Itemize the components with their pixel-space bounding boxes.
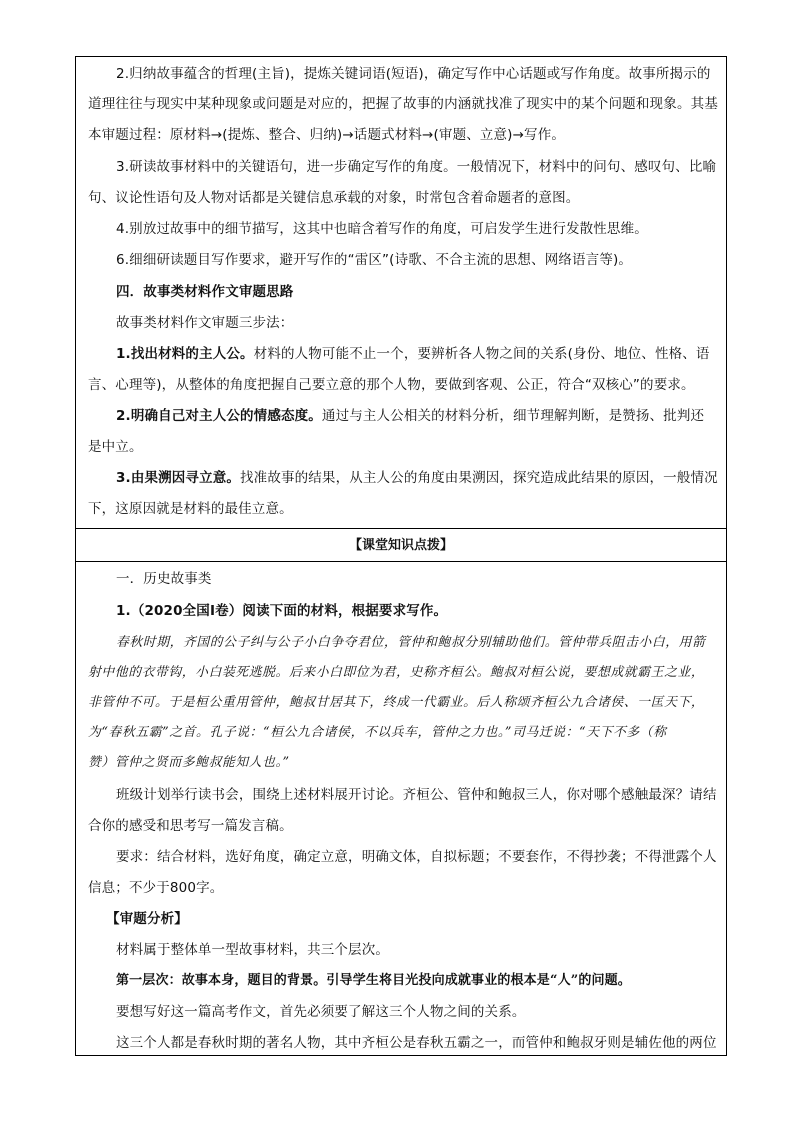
material-line-4: 为“春秋五霸”之首。孔子说：“桓公九合诸侯，不以兵车，管仲之力也。”司马迁说：“天下不多（称: [88, 725, 667, 740]
paragraph-3-line-2: 句、议论性语句及人物对话都是关键信息承载的对象，时常包含着命题者的意图。: [88, 190, 580, 206]
analysis-heading: 【审题分析】: [106, 911, 188, 927]
paragraph-2-line-2: 道理往往与现实中某种现象或问题是对应的，把握了故事的内涵就找准了现实中的某个问题和现象。其基: [88, 96, 718, 112]
three-steps-intro: 故事类材料作文审题三步法：: [116, 315, 294, 331]
requirements-line-2: 信息；不少于800字。: [88, 880, 224, 896]
paragraph-2-line-1: 2.归纳故事蕴含的哲理(主旨)，提炼关键词语(短语)，确定写作中心话题或写作角度。故事所揭示的: [116, 66, 711, 82]
analysis-line-3: 要想写好这一篇高考作文，首先必须要了解这三个人物之间的关系。: [116, 1004, 526, 1020]
step-1-label: 1.找出材料的主人公。: [116, 346, 254, 362]
heading-history-stories: 一．历史故事类: [116, 571, 212, 587]
section-header: 【课堂知识点拨】: [76, 529, 726, 562]
analysis-line-1: 材料属于整体单一型故事材料，共三个层次。: [116, 942, 389, 958]
step-3-text: 找准故事的结果，从主人公的角度由果溯因，探究造成此结果的原因，一般情况: [240, 470, 718, 486]
step-1-line-1: [116, 345, 718, 363]
step-2-line-1: [116, 407, 718, 425]
step-2-line-2: 是中立。: [88, 439, 143, 455]
step-3-label: 3.由果溯因寻立意。: [116, 470, 241, 486]
step-3-line-1: [116, 469, 718, 487]
heading-four: 四．故事类材料作文审题思路: [116, 284, 294, 300]
paragraph-4-line-1: 4.别放过故事中的细节描写，这其中也暗含着写作的角度，可启发学生进行发散性思维。: [116, 221, 648, 237]
task-line-2: 合你的感受和思考写一篇发言稿。: [88, 818, 293, 834]
step-3-line-2: 下，这原因就是材料的最佳立意。: [88, 501, 293, 517]
material-line-1: 春秋时期，齐国的公子纠与公子小白争夺君位，管仲和鲍叔分别辅助他们。管仲带兵阻击小白，用箭: [116, 635, 706, 650]
document-table: [75, 56, 727, 1056]
requirements-line-1: 要求：结合材料，选好角度，确定立意，明确文体，自拟标题；不要套作，不得抄袭；不得泄露个人: [116, 849, 717, 865]
step-1-text: 材料的人物可能不止一个，要辨析各人物之间的关系(身份、地位、性格、语: [253, 346, 710, 362]
step-2-text: 通过与主人公相关的材料分析，细节理解判断，是赞扬、批判还: [321, 408, 705, 424]
question-1-title: 1.（2020全国Ⅰ卷）阅读下面的材料，根据要求写作。: [116, 603, 448, 619]
paragraph-3-line-1: 3.研读故事材料中的关键语句，进一步确定写作的角度。一般情况下，材料中的问句、感叹句、比喻: [116, 159, 717, 175]
material-line-3: 非管仲不可。于是桓公重用管仲，鲍叔甘居其下，终成一代霸业。后人称颂齐桓公九合诸侯、一匡天下，: [88, 695, 705, 710]
method-section: [76, 57, 726, 529]
step-1-line-2: 言、心理等)，从整体的角度把握自己要立意的那个人物，要做到客观、公正，符合“双核心”的要求。: [88, 377, 695, 393]
analysis-line-4: 这三个人都是春秋时期的著名人物，其中齐桓公是春秋五霸之一，而管仲和鲍叔牙则是辅佐他的两位: [116, 1035, 717, 1051]
paragraph-6-line-1: 6.细细研读题目写作要求，避开写作的“雷区”(诗歌、不合主流的思想、网络语言等)。: [116, 252, 633, 268]
paragraph-2-line-3: 本审题过程：原材料→(提炼、整合、归纳)→话题式材料→(审题、立意)→写作。: [88, 127, 566, 143]
material-line-2: 射中他的衣带钩，小白装死逃脱。后来小白即位为君，史称齐桓公。鲍叔对桓公说，要想成就霸王之业，: [88, 665, 705, 680]
material-line-5: 赞）管仲之贤而多鲍叔能知人也。”: [88, 755, 290, 770]
class-knowledge-section: [76, 562, 726, 1055]
analysis-line-2: 第一层次：故事本身，题目的背景。引导学生将目光投向成就事业的根本是“人”的问题。: [116, 973, 631, 988]
step-2-label: 2.明确自己对主人公的情感态度。: [116, 408, 322, 424]
task-line-1: 班级计划举行读书会，围绕上述材料展开讨论。齐桓公、管仲和鲍叔三人，你对哪个感触最深？请结: [116, 787, 717, 803]
